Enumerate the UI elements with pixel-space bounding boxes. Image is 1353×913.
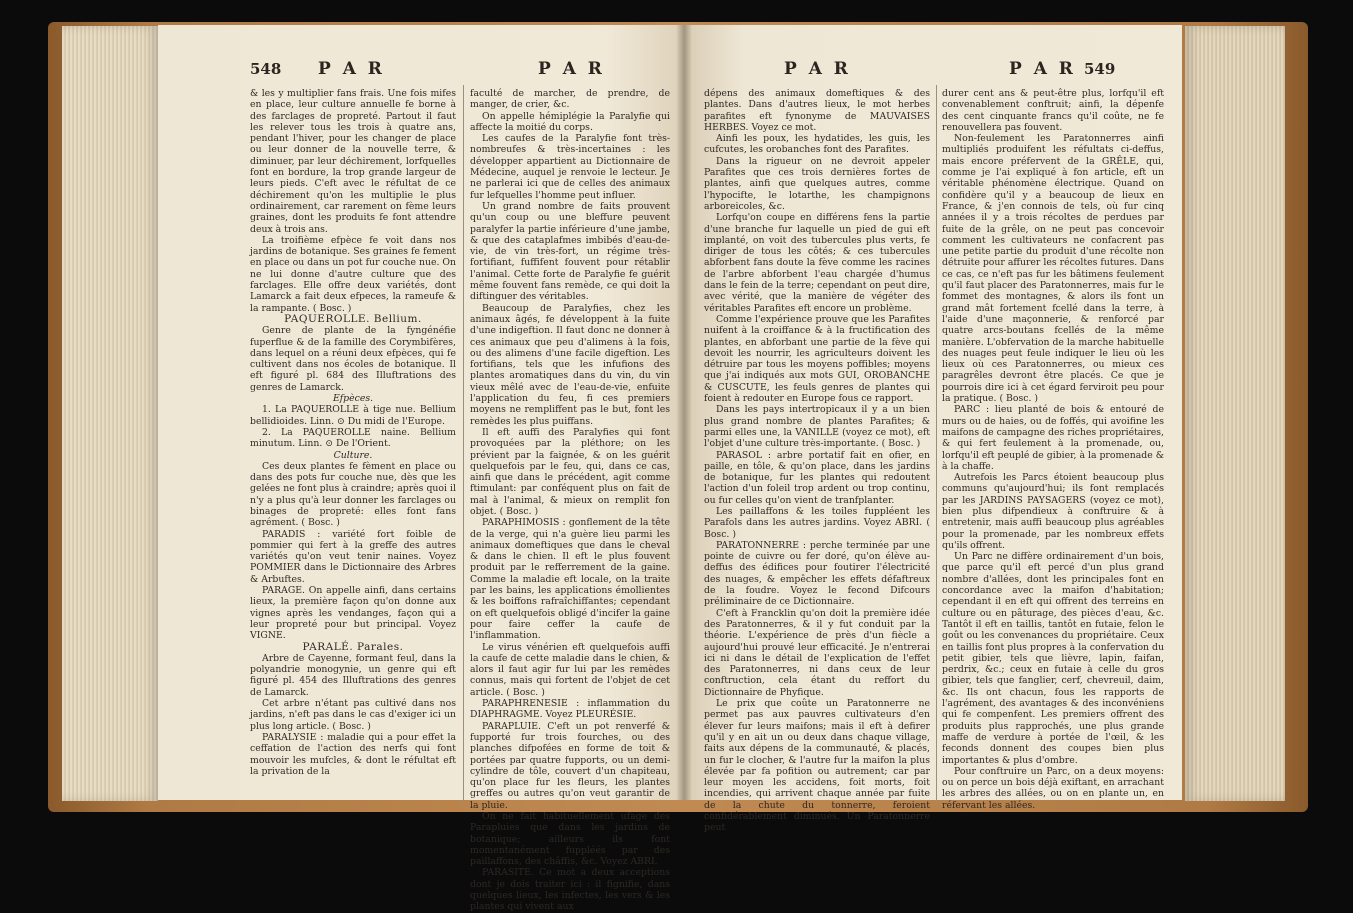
page-edges-left [62, 26, 158, 801]
paragraph: Dans la rigueur on ne devroit appeler Parafites que ces trois dernières fortes de plantes, ainfi que quelques autres, comme l'hypocifte, le lotarthe, les champignons arboreicoles, &c. [704, 155, 930, 212]
section-heading: Efpèces. [332, 393, 374, 405]
species-item: 1. La PAQUEROLLE à tige nue. Bellium bellidioides. Linn. ⊙ Du midi de l'Europe. [250, 404, 456, 427]
page-edges-right [1185, 26, 1285, 801]
entry-heading: PARALÉ. Parales. [302, 640, 404, 653]
paragraph: PARADIS : variété fort foible de pommier qui fert à la greffe des autres variétés qu'on veut tenir naines. Voyez POMMIER dans le Dictionnaire des Arbres & Arbuftes. [250, 528, 456, 585]
paragraph: PARAGE. On appelle ainfi, dans certains lieux, la première façon qu'on donne aux vignes après les vendanges, façon qui a leur propreté pour but principal. Voyez VIGNE. [250, 585, 456, 642]
right-page [684, 25, 1182, 834]
right-header-right: P A R [1009, 59, 1076, 79]
paragraph: On appelle hémiplégie la Paralyfie qui affecte la moitié du corps. [470, 110, 670, 133]
left-page-column-1 [250, 88, 456, 800]
paragraph: Ainfi les poux, les hydatides, les guis, les cufcutes, les orobanches font des Parafites. [704, 133, 930, 156]
left-page-number: 548 [250, 60, 282, 78]
paragraph: PARASITE. Ce mot a deux acceptions dont je dois traiter ici : il fignifie, dans quelques lieux, les infectes, les vers & les plantes qui vivent aux [470, 867, 670, 913]
paragraph: PARC : lieu planté de bois & entouré de murs ou de haies, ou de foffés, qui avoifine les maifons de campagne des riches propriétaires, & qui fert feulement à la promenade, ou, lorfqu'il eft peuplé de gibier, à la promenade & à la chaffe. [942, 404, 1164, 472]
paragraph: Comme l'expérience prouve que les Parafites nuifent à la croiffance & à la fructification des plantes, en abforbant une partie de la fève qui devoit les nourrir, les agriculteurs doivent les détruire par tous les moyens poffibles; moyens que j'ai indiqués aux mots GUI, OROBANCHE & CUSCUTE, les feuls genres de plantes qui foient à redouter en Europe fous ce rapport. [704, 313, 930, 405]
section-heading: Culture. [333, 449, 373, 461]
paragraph: PARALYSIE : maladie qui a pour effet la ceffation de l'action des nerfs qui font mouvoir les mufcles, & dont le réfultat eft la privation de la [250, 731, 456, 777]
paragraph: PARASOL : arbre portatif fait en ofier, en paille, en tôle, & qu'on place, dans les jardins de botanique, fur les plantes qui redoutent l'action d'un foleil trop ardent ou trop continu, ou fur celles qu'on vient de tranfplanter. [704, 449, 930, 506]
paragraph: Il eft auffi des Paralyfies qui font provoquées par la pléthore; on les prévient par la faignée, & on les guérit quelquefois par le feu, qui, dans ce cas, ainfi que dans le précédent, agit comme ftimulant: par conféquent plus on fait de mal à l'animal, & mieux on remplit fon objet. ( Bosc. ) [470, 426, 670, 517]
paragraph: Lorfqu'on coupe en différens fens la partie d'une branche fur laquelle un pied de gui eft implanté, on voit des tubercules plus verts, fe diriger de tous les côtés; & ces tubercules abforbent fans doute la fève comme les racines de l'arbre abforbent l'eau chargée d'humus dans le fein de la terre; cependant on peut dire, avec vérité, que la manière de végéter des véritables Parafites eft encore un problème. [704, 212, 930, 314]
paragraph: Genre de plante de la fyngénéfie fuperflue & de la famille des Corymbifères, dans lequel on a réuni deux efpèces, qui fe cultivent dans nos écoles de botanique. Il eft figuré pl. 684 des Illuftrations des genres de Lamarck. [250, 325, 456, 393]
paragraph: faculté de marcher, de prendre, de manger, de crier, &c. [470, 88, 670, 111]
paragraph: PARATONNERRE : perche terminée par une pointe de cuivre ou fer doré, qu'on élève au-deffus des édifices pour foutirer l'électricité des nuages, & empêcher les effets défaftreux de la foudre. Voyez le fecond Difcours préliminaire de ce Dictionnaire. [704, 539, 930, 608]
right-page-number: 549 [1084, 60, 1116, 78]
paragraph: Arbre de Cayenne, formant feul, dans la polyandrie monogynie, un genre qui eft figuré pl. 454 des Illuftrations des genres de Lamarck. [250, 652, 456, 698]
species-item: 2. La PAQUEROLLE naine. Bellium minutum. Linn. ⊙ De l'Orient. [250, 426, 456, 450]
left-page [158, 25, 684, 913]
left-header-left: P A R [318, 59, 385, 79]
paragraph: Non-feulement les Paratonnerres ainfi multipliés produifent les réfultats ci-deffus, mais encore préfervent de la GRÊLE, qui, comme je l'ai expliqué à fon article, eft un véritable phénomène électrique. Quand on confidère qu'il y a beaucoup de lieux en France, & j'en connois de tels, où fur cinq années il y a trois récoltes de perdues par fuite de la grêle, on ne peut pas concevoir comment les cultivateurs ne confacrent pas une petite partie du produit d'une récolte non détruite pour affurer les récoltes futures. Dans ce cas, ce n'eft pas fur les bâtimens feulement qu'il faut placer des Paratonnerres, mais fur le fommet des montagnes, & alors ils font un grand mât fortement fcellé dans la terre, à l'aide d'une maçonnerie, & renforcé par quatre arcs-boutans fcellés de la même manière. L'obfervation de la marche habituelle des nuages peut feule indiquer le lieu où les lieux où ces Paratonnerres, ou mieux ces paragrêles devront être placés. Ce que je pourrois dire ici à cet égard ferviroit peu pour la pratique. ( Bosc. ) [942, 133, 1164, 405]
right-header-left: P A R [784, 59, 851, 79]
paragraph: Un grand nombre de faits prouvent qu'un coup ou une bleffure peuvent paralyfer la partie inférieure d'une jambe, & que des cataplafmes imbibés d'eau-de-vie, de vin très-fort, un régime très-fortifiant, fuffifent fouvent pour rétablir l'animal. Cette forte de Paralyfie fe guérit même fouvent fans remède, ce qui doit la diftinguer des véritables. [470, 200, 670, 303]
paragraph: PARAPHRENESIE : inflammation du DIAPHRAGME. Voyez PLEURÉSIE. [470, 698, 670, 721]
paragraph: Pour conftruire un Parc, on a deux moyens: ou on perce un bois déjà exiftant, en arrachant les arbres des allées, ou on en plante un, en réfervant les allées. [942, 765, 1164, 811]
paragraph: Dans les pays intertropicaux il y a un bien plus grand nombre de plantes Parafites; & parmi elles une, la VANILLE (voyez ce mot), eft l'objet d'une culture très-importante. ( Bosc. ) [704, 404, 930, 450]
paragraph: Le virus vénérien eft quelquefois auffi la caufe de cette maladie dans le chien, & alors il faut agir fur lui par les remèdes connus, mais qui fortent de l'objet de cet article. ( Bosc. ) [470, 641, 670, 698]
paragraph: PARAPLUIE. C'eft un pot renverfé & fupporté fur trois fourches, ou des planches difpofées en forme de toit & portées par quatre fupports, ou un demi-cylindre de tôle, couvert d'un chapiteau, qu'on place fur les fleurs, les plantes greffes ou autres qu'on veut garantir de la pluie. [470, 720, 670, 811]
right-page-column-2 [942, 88, 1164, 811]
paragraph: Les caufes de la Paralyfie font très-nombreufes & très-incertaines : les développer appartient au Dictionnaire de Médecine, auquel je renvoie le lecteur. Je ne parlerai ici que de celles des animaux fur lefquelles l'homme peut influer. [470, 133, 670, 201]
paragraph: PARAPHIMOSIS : gonflement de la tête de la verge, qui n'a guère lieu parmi les animaux domeftiques que dans le cheval & dans le chien. Il eft le plus fouvent produit par le refferrement de la gaine. Comme la maladie eft locale, on la traite par les bains, les applications émollientes & les boiffons rafraîchiffantes; cependant on eft quelquefois obligé d'incifer la gaine pour faire ceffer la caufe de l'inflammation. [470, 517, 670, 642]
entry-heading: PAQUEROLLE. Bellium. [284, 312, 422, 325]
paragraph: durer cent ans & peut-être plus, lorfqu'il eft convenablement conftruit; ainfi, la dépenfe des cent cinquante francs qu'il coûte, ne fe renouvellera pas fouvent. [942, 88, 1164, 133]
paragraph: Un Parc ne diffère ordinairement d'un bois, que parce qu'il eft percé d'un plus grand nombre d'allées, dont les principales font en concordance avec la maifon d'habitation; cependant il en eft qui offrent des terreins en culture ou en pâturage, des pièces d'eau, &c. Tantôt il eft en taillis, tantôt en futaie, felon le goût ou les convenances du propriétaire. Ceux en taillis font plus propres à la confervation du petit gibier, tels que lièvre, lapin, faifan, perdrix, &c.; ceux en futaie à celle du gros gibier, tels que fanglier, cerf, chevreuil, daim, &c. Ils ont chacun, fous les rapports de l'agrément, des avantages & des inconvéniens qui fe compenfent. Les premiers offrent des produits plus rapprochés, une plus grande maffe de verdure à portée de l'œil, & les feconds donnent des coupes bien plus importantes & plus d'ombre. [942, 551, 1164, 766]
paragraph: Les paillaffons & les toiles fuppléent les Parafols dans les autres jardins. Voyez ABRI. ( Bosc. ) [704, 505, 930, 540]
paragraph: Le prix que coûte un Paratonnerre ne permet pas aux pauvres cultivateurs d'en élever fur leurs maifons; mais il eft à defirer qu'il y en ait un ou deux dans chaque village, faits aux dépens de la communauté, & placés, un fur le clocher, & l'autre fur la maifon la plus élevée par fa pofition ou autrement; car par leur moyen les accidens, foit morts, foit incendies, qui arrivent chaque année par fuite de la chute du tonnerre, feroient confidérablement diminués. Un Paratonnerre peut [704, 698, 930, 834]
right-page-column-1 [704, 88, 930, 834]
paragraph: La troifième efpèce fe voit dans nos jardins de botanique. Ses graines fe fement en place ou dans un pot fur couche nue. On ne lui donne d'autre culture que des farclages. Elle offre deux variétés, dont Lamarck a fait deux efpeces, la rameufe & la rampante. ( Bosc. ) [250, 234, 456, 314]
paragraph: dépens des animaux domeftiques & des plantes. Dans d'autres lieux, le mot herbes parafites eft fynonyme de MAUVAISES HERBES. Voyez ce mot. [704, 88, 930, 133]
paragraph: Beaucoup de Paralyfies, chez les animaux âgés, fe développent à la fuite d'une indigeftion. Il faut donc ne donner à ces animaux que peu d'alimens à la fois, ou des alimens d'une facile digeftion. Les fortifians, tels que les infufions des plantes aromatiques dans du vin, du vin vieux mêlé avec de l'eau-de-vie, enfuite l'application du feu, fi ces premiers moyens ne rempliffent pas le but, font les remèdes les plus puiffans. [470, 302, 670, 427]
book-gutter [676, 25, 692, 800]
column-rule [936, 85, 937, 803]
paragraph: Ces deux plantes fe fèment en place ou dans des pots fur couche nue, dès que les gelées ne font plus à craindre; après quoi il n'y a plus qu'à leur donner les farclages ou binages de propreté: elles font fans agrément. ( Bosc. ) [250, 460, 456, 529]
paragraph: C'eft à Francklin qu'on doit la première idée des Paratonnerres, & il y fut conduit par la théorie. L'expérience de près d'un fiècle a aujourd'hui prouvé leur efficacité. Je n'entrerai ici ni dans le détail de l'explication de l'effet des Paratonnerres, ni dans ceux de leur conftruction, cela étant du reffort du Dictionnaire de Phyfique. [704, 607, 930, 698]
left-header-right: P A R [538, 59, 605, 79]
column-rule [463, 85, 464, 803]
paragraph: & les y multiplier fans frais. Une fois mifes en place, leur culture annuelle fe borne à des farclages de propreté. Partout il faut les relever tous les trois à quatre ans, pendant l'hiver, pour les changer de place ou leur donner de la nouvelle terre, & diminuer, par leur déchirement, lorfquelles font en bordure, la trop grande largeur de leurs pieds. C'eft avec le réfultat de ce déchirement qu'on les multiplie le plus ordinairement, car rarement on fème leurs graines, dont les produits fe font attendre deux à trois ans. [250, 88, 456, 235]
paragraph: Cet arbre n'étant pas cultivé dans nos jardins, n'eft pas dans le cas d'exiger ici un plus long article. ( Bosc. ) [250, 698, 456, 732]
paragraph: Autrefois les Parcs étoient beaucoup plus communs qu'aujourd'hui; ils font remplacés par les JARDINS PAYSAGERS (voyez ce mot), bien plus difpendieux à conftruire & à entretenir, mais auffi beaucoup plus agréables pour la promenade, par les nombreux effets qu'ils offrent. [942, 472, 1164, 551]
left-page-column-2 [470, 88, 670, 913]
paragraph: On ne fait habituellement ufage des Parapluies que dans les jardins de botanique; ailleurs ils font momentanément fuppléés par des paillaffons, des châffis, &c. Voyez ABRI. [470, 811, 670, 868]
